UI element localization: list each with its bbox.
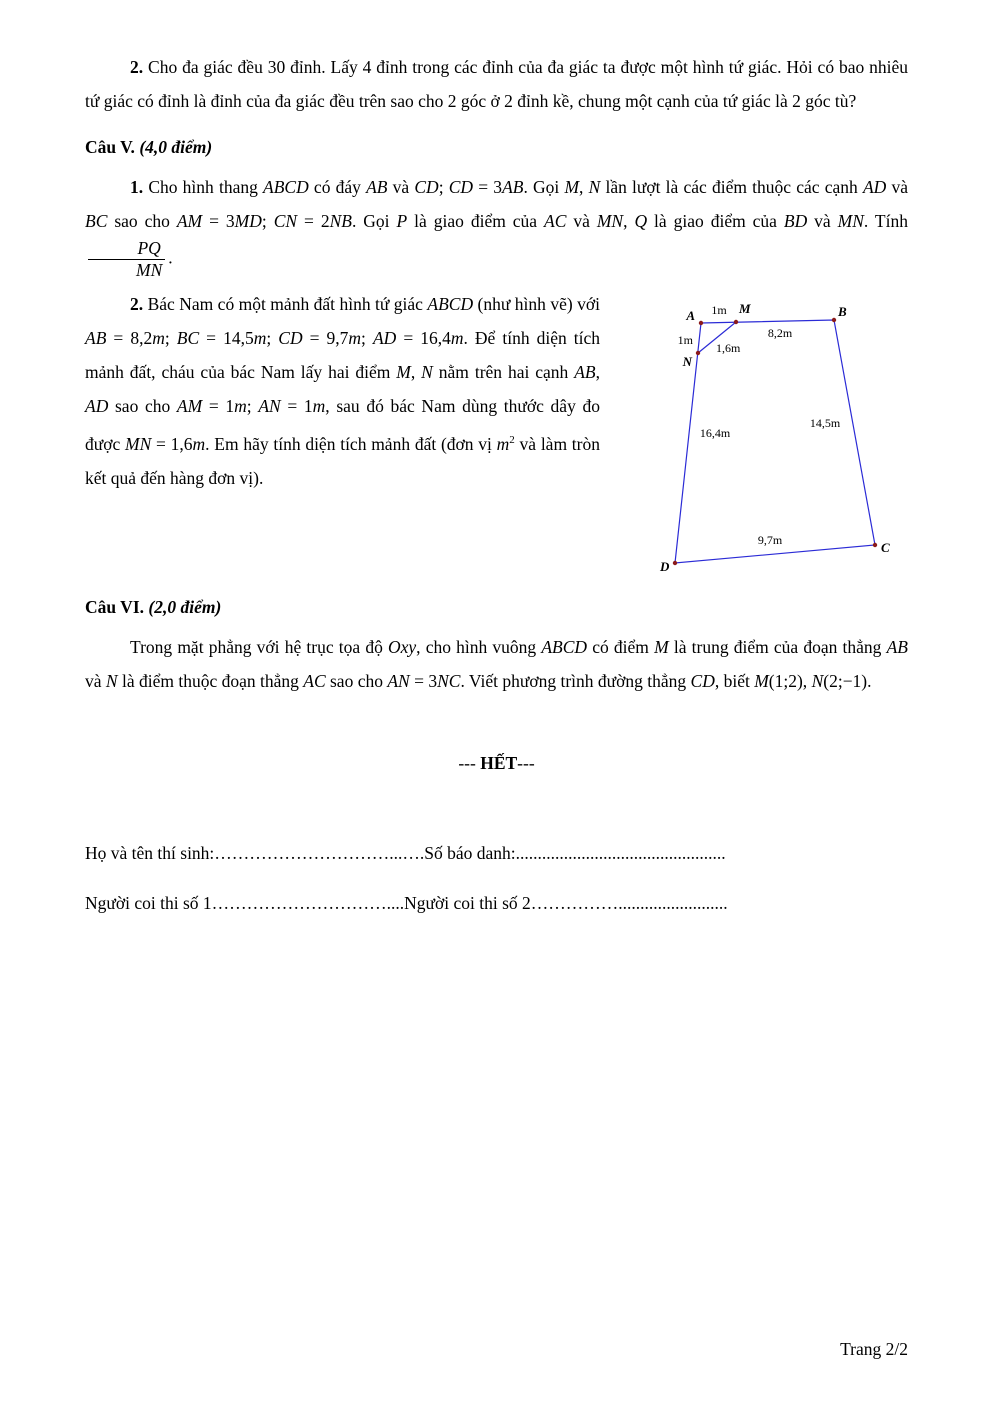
fraction-numerator: PQ — [88, 238, 165, 260]
land-quadrilateral-figure — [658, 299, 908, 579]
vertex-label-n: N — [682, 354, 692, 369]
cau-v-heading-text: Câu V. (4,0 điểm) — [85, 137, 213, 157]
vertex-label-c: C — [881, 540, 890, 555]
question-2-polygon-paragraph — [85, 50, 908, 118]
end-marker — [85, 746, 908, 780]
fraction-denominator: MN — [136, 260, 163, 280]
cau-v-2-section — [85, 287, 908, 574]
measurement-am: 1m — [711, 303, 727, 317]
measurement-an: 1m — [677, 333, 693, 347]
cau-vi-paragraph — [85, 630, 908, 698]
vertex-label-b: B — [838, 304, 847, 319]
cau-v-1-paragraph — [85, 170, 908, 281]
point-b — [832, 318, 836, 322]
cau-v-heading — [85, 130, 908, 164]
vertex-label-d: D — [660, 559, 670, 574]
cau-v-2-text: 2. Bác Nam có một mảnh đất hình tứ giác ABCD (như hình vẽ) với AB = 8,2m; BC = 14,5m; CD = 9,7m; AD = 16,4m. Để tính diện tích mảnh đất, cháu của bác Nam lấy hai điểm M, N nằm trên hai cạnh AB, AD sao cho AM = 1m; AN = 1m, sau đó bác Nam dùng thước dây đo được MN = 1,6m. Em hãy tính diện tích mảnh đất (đơn vị $m^2$ và làm tròn kết quả đến hàng đơn vị). — [85, 294, 601, 488]
point-d — [673, 561, 677, 565]
page-number: Trang 2/2 — [840, 1339, 908, 1359]
measurement-mn: 1,6m — [716, 341, 741, 355]
candidate-info-line: Họ và tên thí sinh:…………………………...….Số báo danh:................................................ — [85, 843, 726, 863]
proctor-info-line: Người coi thi số 1…………………………....Người coi thi số 2……………......................... — [85, 893, 728, 913]
point-n — [696, 351, 700, 355]
measurement-cd: 9,7m — [757, 533, 783, 547]
point-c — [873, 543, 877, 547]
point-a — [699, 321, 703, 325]
cau-vi-heading-text: Câu VI. (2,0 điểm) — [85, 597, 222, 617]
question-2-text: 2. Cho đa giác đều 30 đỉnh. Lấy 4 đỉnh trong các đỉnh của đa giác ta được một hình tứ giác. Hỏi có bao nhiêu tứ giác có đỉnh là đỉnh của đa giác đều trên sao cho 2 góc ở 2 đỉnh kề, chung một cạnh của tứ giác là 2 góc tù? — [85, 57, 909, 111]
cau-v-1-text: 1. Cho hình thang ABCD có đáy AB và CD; CD = 3AB. Gọi M, N lần lượt là các điểm thuộc các cạnh AD và BC sao cho AM = 3MD; CN = 2NB. Gọi P là giao điểm của AC và MN, Q là giao điểm của BD và MN. Tính — [85, 177, 908, 231]
land-figure-container — [658, 299, 908, 584]
cau-vi-heading — [85, 590, 908, 624]
measurement-ab: 8,2m — [767, 326, 793, 340]
point-m — [734, 320, 738, 324]
cau-vi-text: Trong mặt phẳng với hệ trục tọa độ Oxy, cho hình vuông ABCD có điểm M là trung điểm của đoạn thẳng AB và N là điểm thuộc đoạn thẳng AC sao cho AN = 3NC. Viết phương trình đường thẳng CD, biết M(1;2), N(2;−1). — [85, 637, 908, 691]
vertex-label-a: A — [686, 308, 695, 323]
vertex-label-m: M — [739, 301, 751, 316]
quadrilateral-outline — [675, 320, 875, 563]
cau-v-1-text-after: . — [168, 247, 173, 268]
end-marker-text: --- HẾT--- — [458, 753, 535, 773]
fraction-pq-mn — [88, 238, 165, 281]
measurement-ad: 16,4m — [699, 426, 731, 440]
measurement-bc: 14,5m — [809, 416, 841, 430]
